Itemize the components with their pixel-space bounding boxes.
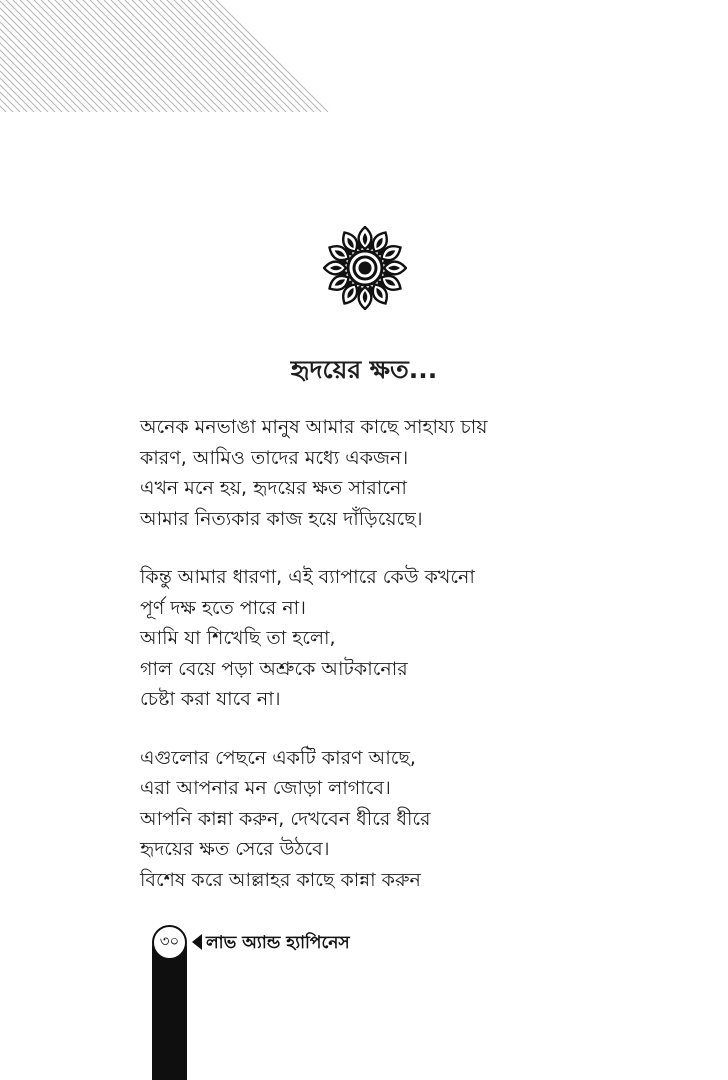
page-number: ৩০ bbox=[159, 932, 180, 950]
stanza bbox=[140, 412, 660, 534]
triangle-left-icon bbox=[192, 934, 202, 950]
stanza bbox=[140, 743, 660, 896]
poem-line: চেষ্টা করা যাবে না। bbox=[140, 688, 281, 710]
poem-line: বিশেষ করে আল্লাহর কাছে কান্না করুন bbox=[140, 868, 421, 891]
poem-line: এরা আপনার মন জোড়া লাগাবে। bbox=[140, 777, 391, 799]
poem-line: কিন্তু আমার ধারণা, এই ব্যাপারে কেউ কখনো bbox=[140, 566, 475, 588]
poem-line: আমার নিত্যকার কাজ হয়ে দাঁড়িয়েছে। bbox=[140, 507, 423, 530]
poem-line: অনেক মনভাঙা মানুষ আমার কাছে সাহায্য চায় bbox=[140, 416, 488, 438]
poem-line: কারণ, আমিও তাদের মধ্যে একজন। bbox=[140, 446, 409, 469]
poem-line: পূর্ণ দক্ষ হতে পারে না। bbox=[140, 596, 306, 619]
stanza bbox=[140, 562, 660, 715]
book-title: লাভ অ্যান্ড হ্যাপিনেস bbox=[206, 933, 350, 953]
corner-hatch-decoration bbox=[0, 0, 335, 112]
poem-line: এখন মনে হয়, হৃদয়ের ক্ষত সারানো bbox=[140, 477, 407, 499]
poem-line: হৃদয়ের ক্ষত সেরে উঠবে। bbox=[140, 838, 330, 860]
poem-line: এগুলোর পেছনে একটি কারণ আছে, bbox=[140, 746, 416, 769]
poem-line: আপনি কান্না করুন, দেখবেন ধীরে ধীরে bbox=[140, 807, 431, 830]
poem-line: গাল বেয়ে পড়া অশ্রুকে আটকানোর bbox=[140, 657, 408, 680]
poem-line: আমি যা শিখেছি তা হলো, bbox=[140, 627, 336, 649]
chapter-title: হৃদয়ের ক্ষত... bbox=[290, 355, 438, 384]
page-number-badge bbox=[152, 925, 187, 960]
poem-body bbox=[140, 412, 660, 923]
flower-ornament-icon bbox=[323, 226, 407, 310]
